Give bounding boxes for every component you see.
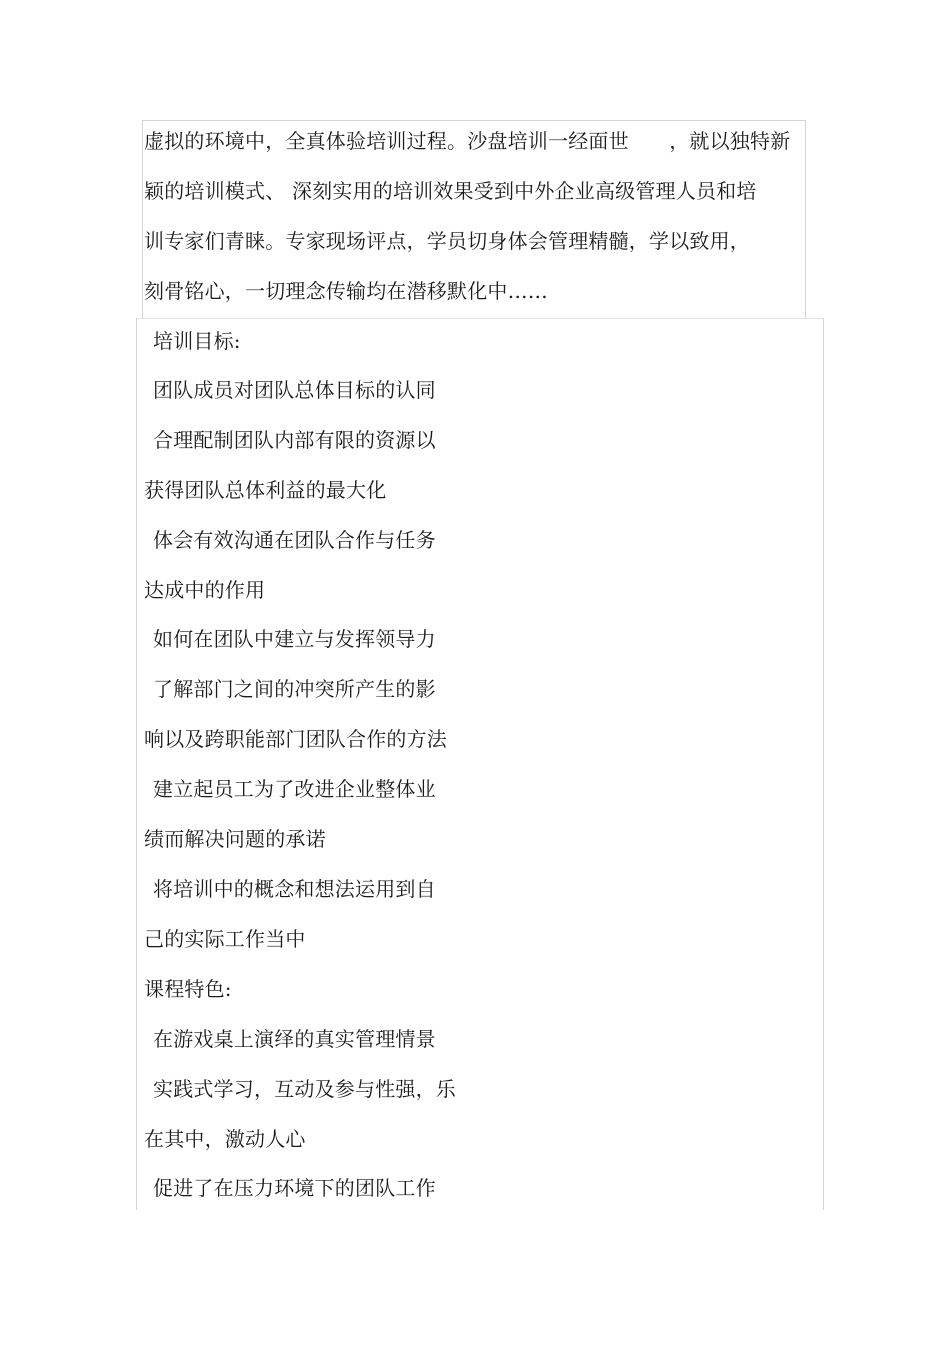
feature-item: 实践式学习，互动及参与性强，乐 <box>153 1077 456 1101</box>
goal-item: 如何在团队中建立与发挥领导力 <box>153 627 436 651</box>
goal-item: 建立起员工为了改进企业整体业 <box>153 777 436 801</box>
goal-item: 达成中的作用 <box>144 578 266 602</box>
goal-item: 体会有效沟通在团队合作与任务 <box>153 528 436 552</box>
goals-heading: 培训目标: <box>153 329 241 353</box>
goal-item: 己的实际工作当中 <box>144 927 306 951</box>
intro-line: 刻骨铭心，一切理念传输均在潜移默化中…… <box>144 279 548 303</box>
goal-item: 了解部门之间的冲突所产生的影 <box>153 677 436 701</box>
goal-item: 获得团队总体利益的最大化 <box>144 478 387 502</box>
feature-item: 在游戏桌上演绎的真实管理情景 <box>153 1027 436 1051</box>
intro-line: 颖的培训模式、 深刻实用的培训效果受到中外企业高级管理人员和培 <box>144 179 757 203</box>
goal-item: 团队成员对团队总体目标的认同 <box>153 378 436 402</box>
feature-item: 在其中，激动人心 <box>144 1127 306 1151</box>
features-heading: 课程特色: <box>144 977 232 1001</box>
intro-line: 虚拟的环境中，全真体验培训过程。沙盘培训一经面世 ，就以独特新 <box>144 129 791 153</box>
intro-line: 训专家们青睐。专家现场评点，学员切身体会管理精髓，学以致用， <box>144 229 750 253</box>
goal-item: 将培训中的概念和想法运用到自 <box>153 877 436 901</box>
goal-item: 绩而解决问题的承诺 <box>144 827 326 851</box>
goal-item: 响以及跨职能部门团队合作的方法 <box>144 727 447 751</box>
feature-item: 促进了在压力环境下的团队工作 <box>153 1176 436 1200</box>
goal-item: 合理配制团队内部有限的资源以 <box>153 428 436 452</box>
